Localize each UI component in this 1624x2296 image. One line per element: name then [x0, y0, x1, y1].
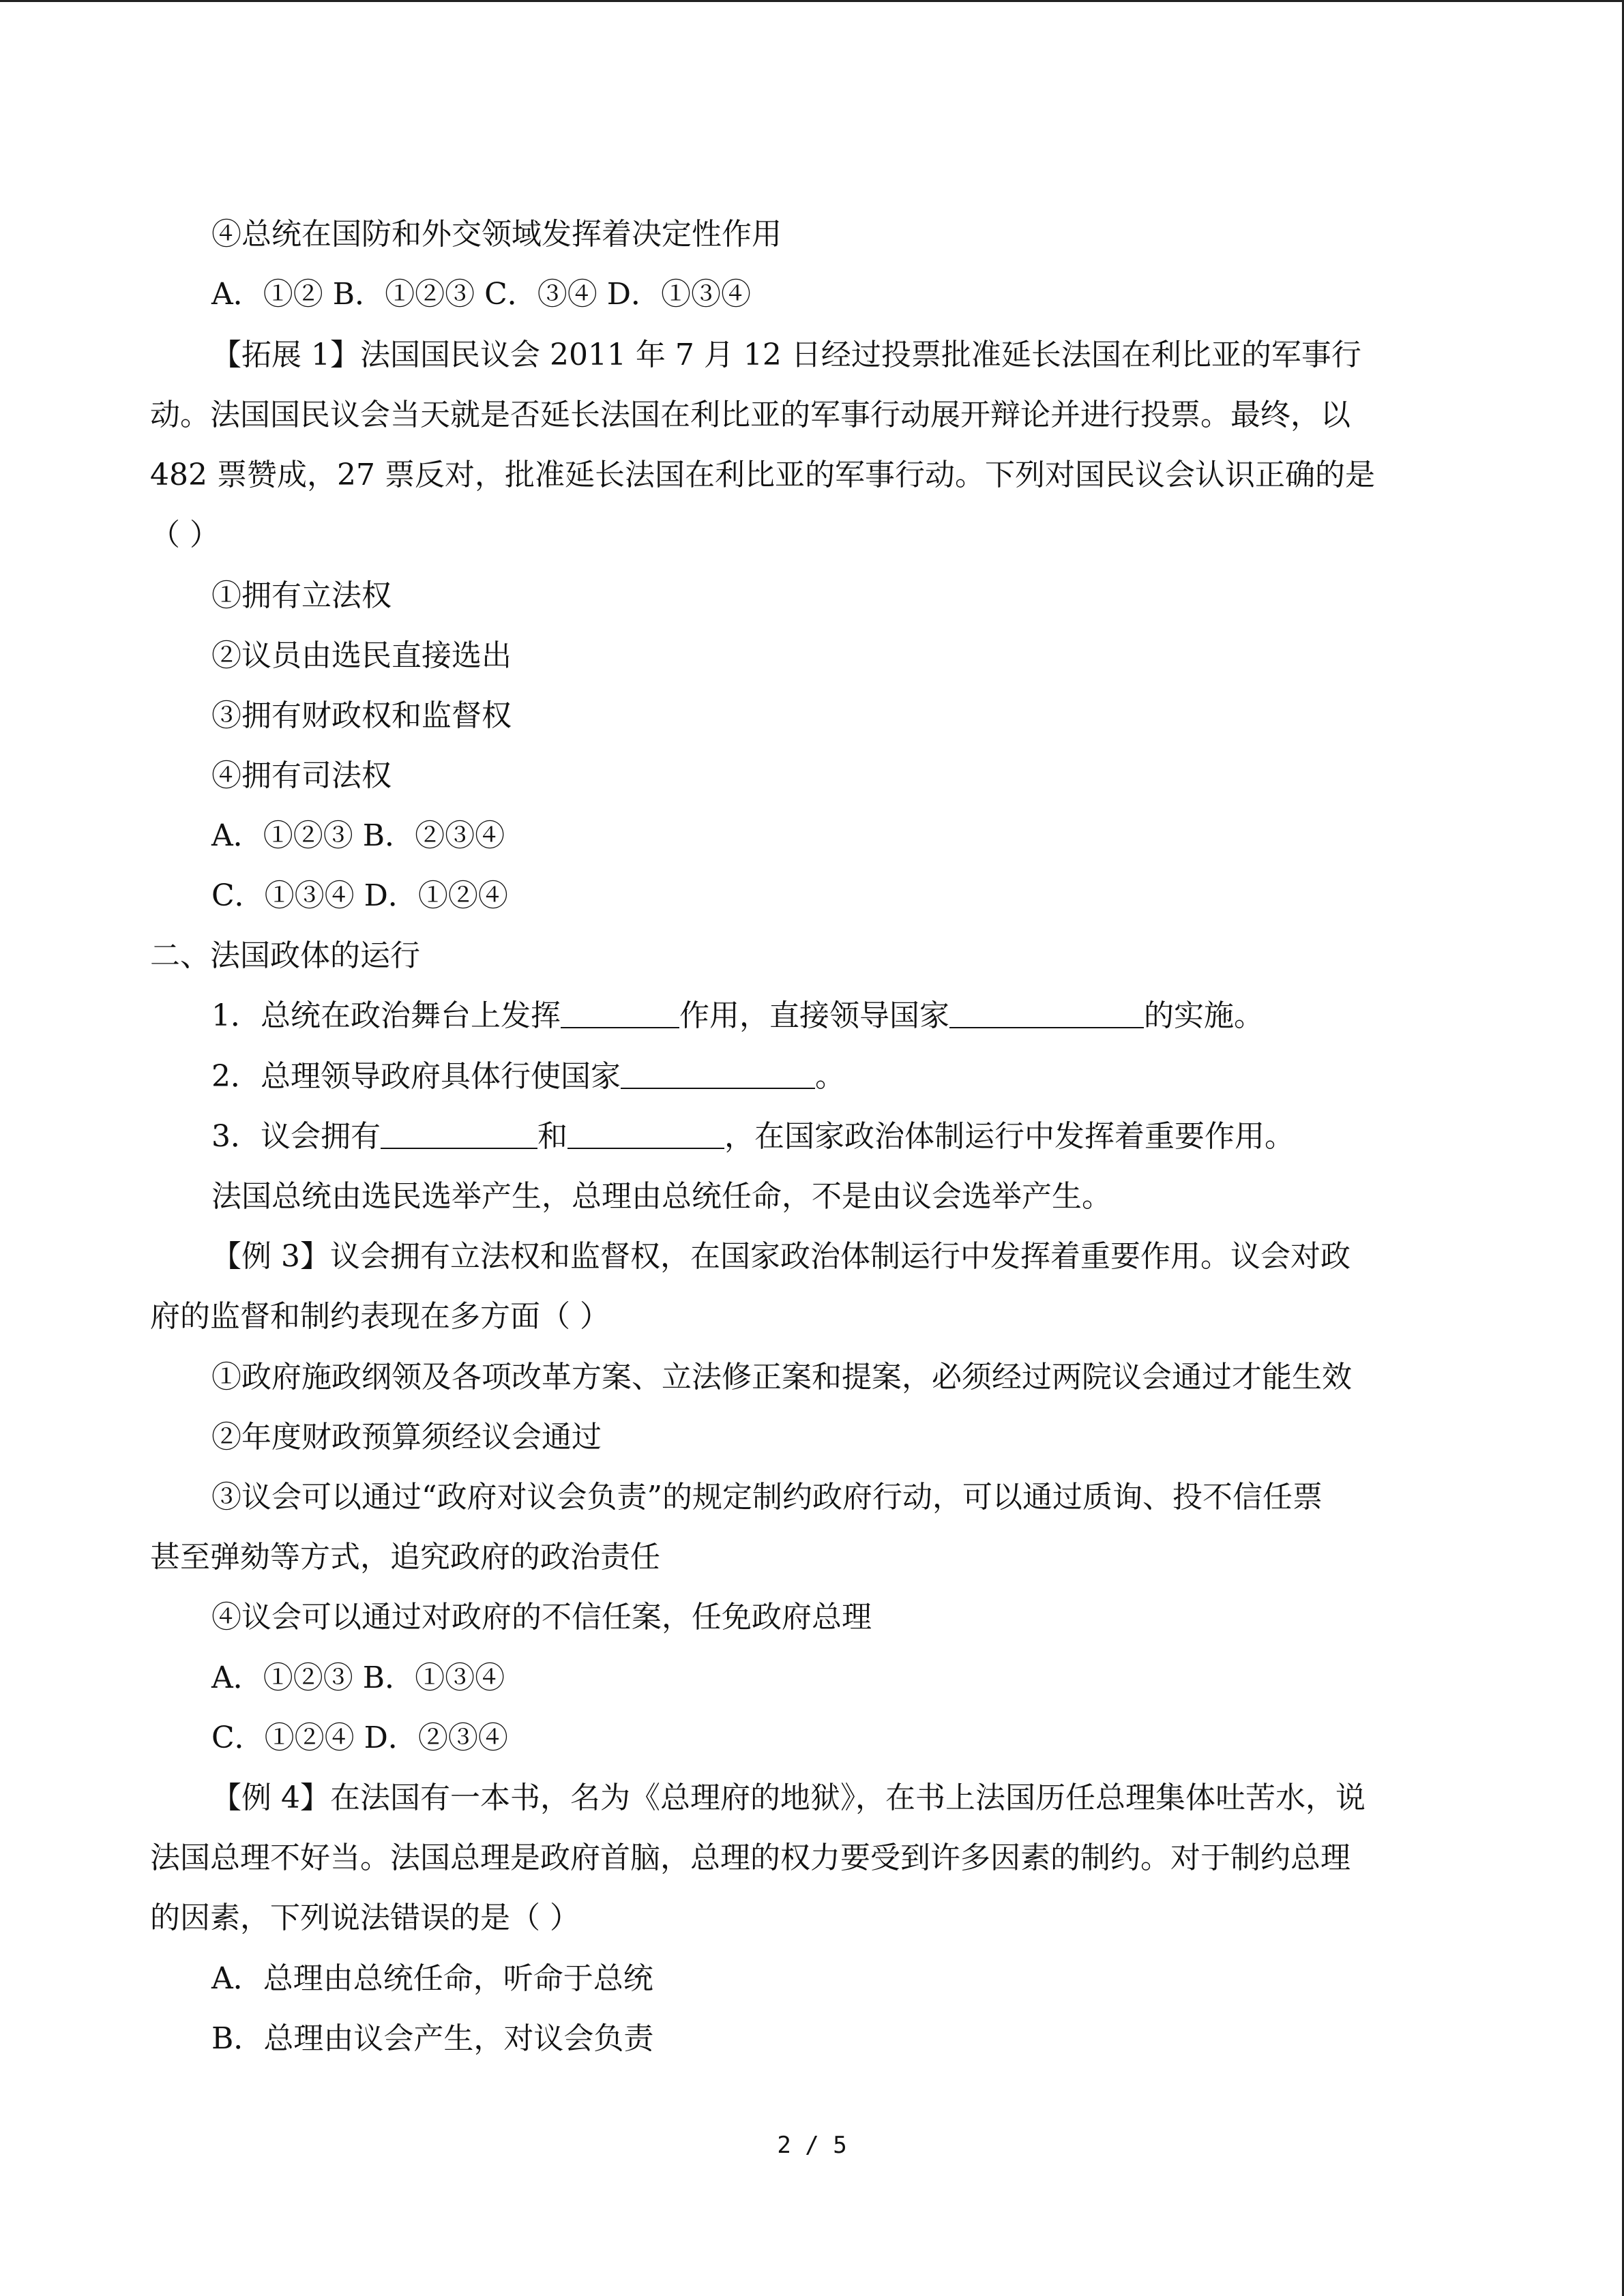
- paragraph-line: 法国总理不好当。法国总理是政府首脑，总理的权力要受到许多因素的制约。对于制约总理: [150, 1840, 1350, 1875]
- paragraph-line: 动。法国国民议会当天就是否延长法国在利比亚的军事行动展开辩论并进行投票。最终，以: [150, 398, 1350, 432]
- answer-options: A．①②③ B．②③④: [211, 818, 505, 853]
- answer-options: C．①③④ D．①②④: [211, 878, 508, 913]
- paragraph-line: 482 票赞成，27 票反对，批准延长法国在利比亚的军事行动。下列对国民议会认识正确的是: [150, 458, 1375, 492]
- statement-4: ④议会可以通过对政府的不信任案，任免政府总理: [211, 1600, 872, 1635]
- fill-text: 的实施。: [1144, 998, 1264, 1033]
- fill-blank-2: [211, 1056, 845, 1097]
- example-3-question: 【例 3】议会拥有立法权和监督权，在国家政治体制运行中发挥着重要作用。议会对政: [211, 1239, 1350, 1274]
- option-a: A．总理由总统任命，听命于总统: [211, 1961, 653, 1996]
- statement-4: ④总统在国防和外交领域发挥着决定性作用: [211, 217, 782, 252]
- answer-blank[interactable]: [567, 1120, 724, 1149]
- extension-1-question: 【拓展 1】法国国民议会 2011 年 7 月 12 日经过投票批准延长法国在利比亚的军事行: [211, 338, 1361, 372]
- answer-options: A．①②③ B．①③④: [211, 1660, 505, 1695]
- example-4-question: 【例 4】在法国有一本书，名为《总理府的地狱》，在书上法国历任总理集体吐苦水，说: [211, 1780, 1365, 1815]
- fill-text: ，在国家政治体制运行中发挥着重要作用。: [724, 1119, 1295, 1154]
- answer-blank[interactable]: [949, 1000, 1144, 1028]
- paragraph-line: 的因素，下列说法错误的是（ ）: [150, 1900, 580, 1935]
- fill-text: 作用，直接领导国家: [679, 998, 949, 1033]
- answer-options: A．①② B．①②③ C．③④ D．①③④: [211, 277, 752, 312]
- page-number: 2 / 5: [777, 2132, 847, 2159]
- paragraph-line: 甚至弹劾等方式，追究政府的政治责任: [150, 1540, 660, 1575]
- statement-3: ③议会可以通过“政府对议会负责”的规定制约政府行动，可以通过质询、投不信任票: [211, 1480, 1323, 1515]
- fill-blank-3: [211, 1116, 1295, 1157]
- section-heading: 二、法国政体的运行: [150, 938, 420, 973]
- fill-text: 和: [537, 1119, 567, 1154]
- fill-text: 。: [815, 1059, 845, 1094]
- statement-3: ③拥有财政权和监督权: [211, 698, 512, 733]
- answer-bracket: （ ）: [150, 518, 220, 552]
- statement-1: ①政府施政纲领及各项改革方案、立法修正案和提案，必须经过两院议会通过才能生效: [211, 1360, 1352, 1395]
- fill-text: 2．总理领导政府具体行使国家: [211, 1059, 621, 1094]
- page-top-border: [0, 0, 1624, 2]
- fill-text: 3．议会拥有: [211, 1119, 381, 1154]
- fill-blank-1: [211, 996, 1264, 1037]
- paragraph-line: 府的监督和制约表现在多方面（ ）: [150, 1299, 610, 1334]
- fill-text: 1．总统在政治舞台上发挥: [211, 998, 561, 1033]
- answer-options: C．①②④ D．②③④: [211, 1720, 508, 1755]
- answer-blank[interactable]: [621, 1060, 815, 1089]
- statement-1: ①拥有立法权: [211, 578, 392, 613]
- note-line: 法国总统由选民选举产生，总理由总统任命，不是由议会选举产生。: [211, 1179, 1112, 1214]
- statement-4: ④拥有司法权: [211, 758, 392, 793]
- answer-blank[interactable]: [561, 1000, 679, 1028]
- statement-2: ②年度财政预算须经议会通过: [211, 1420, 602, 1455]
- answer-blank[interactable]: [381, 1120, 537, 1149]
- statement-2: ②议员由选民直接选出: [211, 638, 512, 673]
- option-b: B．总理由议会产生，对议会负责: [211, 2021, 654, 2056]
